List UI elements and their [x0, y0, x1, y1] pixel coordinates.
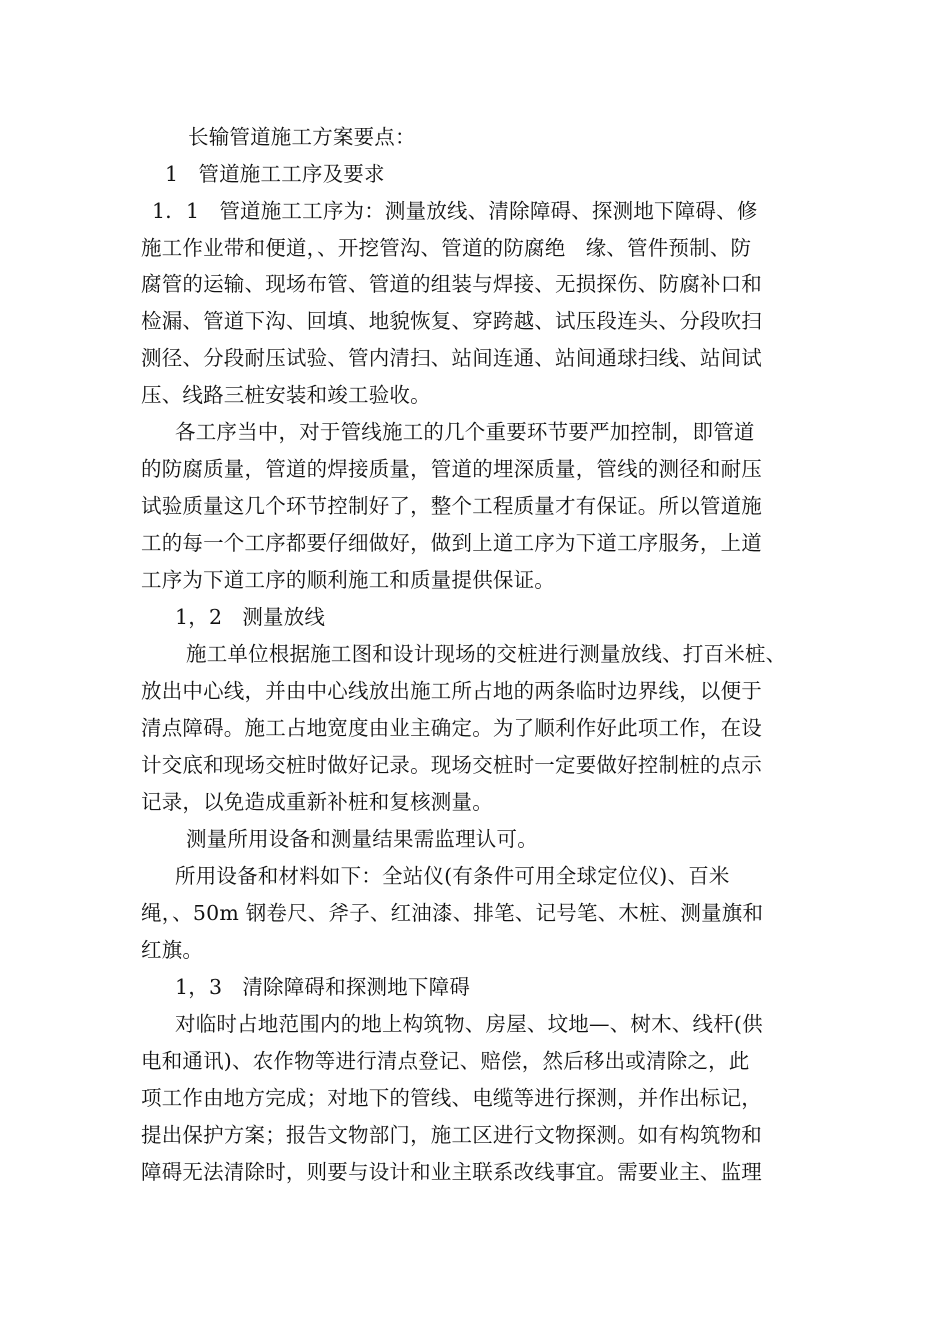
text-line: 电和通讯)、农作物等进行清点登记、赔偿，然后移出或清除之，此 [141, 1049, 750, 1073]
text-line: 计交底和现场交桩时做好记录。现场交桩时一定要做好控制桩的点示 [141, 753, 762, 777]
text-line: 检漏、管道下沟、回填、地貌恢复、穿跨越、试压段连头、分段吹扫 [141, 309, 762, 333]
text-line: 项工作由地方完成；对地下的管线、电缆等进行探测，并作出标记， [141, 1086, 762, 1110]
paragraph-start: 所用设备和材料如下：全站仪(有条件可用全球定位仪)、百米 [175, 864, 730, 888]
text-line: 清点障碍。施工占地宽度由业主确定。为了顺利作好此项工作，在设 [141, 716, 762, 740]
subsection-heading-1-3: 1，3 清除障碍和探测地下障碍 [175, 975, 471, 999]
text-line: 压、线路三桩安装和竣工验收。 [141, 383, 431, 407]
text-line: 工的每一个工序都要仔细做好，做到上道工序为下道工序服务，上道 [141, 531, 762, 555]
text-line: 施工作业带和便道，、开挖管沟、管道的防腐绝 缘、管件预制、防 [141, 236, 752, 260]
text-line: 测径、分段耐压试验、管内清扫、站间连通、站间通球扫线、站间试 [141, 346, 762, 370]
paragraph-start: 对临时占地范围内的地上构筑物、房屋、坟地—、树木、线杆(供 [175, 1012, 763, 1036]
section-heading-1: 1 管道施工工序及要求 [165, 162, 385, 186]
text-line: 绳，、50m 钢卷尺、斧子、红油漆、排笔、记号笔、木桩、测量旗和 [141, 901, 764, 925]
text-line: 放出中心线，并由中心线放出施工所占地的两条临时边界线，以便于 [141, 679, 762, 703]
text-line: 工序为下道工序的顺利施工和质量提供保证。 [141, 568, 555, 592]
paragraph-start: 测量所用设备和测量结果需监理认可。 [186, 827, 538, 851]
paragraph-start: 施工单位根据施工图和设计现场的交桩进行测量放线、打百米桩、 [186, 642, 787, 666]
text-line: 腐管的运输、现场布管、管道的组装与焊接、无损探伤、防腐补口和 [141, 272, 762, 296]
text-line: 提出保护方案；报告文物部门，施工区进行文物探测。如有构筑物和 [141, 1123, 762, 1147]
text-line: 障碍无法清除时，则要与设计和业主联系改线事宜。需要业主、监理 [141, 1160, 762, 1184]
paragraph-start: 各工序当中，对于管线施工的几个重要环节要严加控制，即管道 [175, 420, 755, 444]
text-line: 记录，以免造成重新补桩和复核测量。 [141, 790, 493, 814]
text-line: 的防腐质量，管道的焊接质量，管道的埋深质量，管线的测径和耐压 [141, 457, 762, 481]
subsection-heading-1-2: 1，2 测量放线 [175, 605, 326, 629]
subsection-heading-1-1: 1．1 管道施工工序为：测量放线、清除障碍、探测地下障碍、修 [152, 199, 758, 223]
document-title: 长输管道施工方案要点： [188, 125, 416, 149]
text-line: 试验质量这几个环节控制好了，整个工程质量才有保证。所以管道施 [141, 494, 762, 518]
text-line: 红旗。 [141, 938, 204, 962]
